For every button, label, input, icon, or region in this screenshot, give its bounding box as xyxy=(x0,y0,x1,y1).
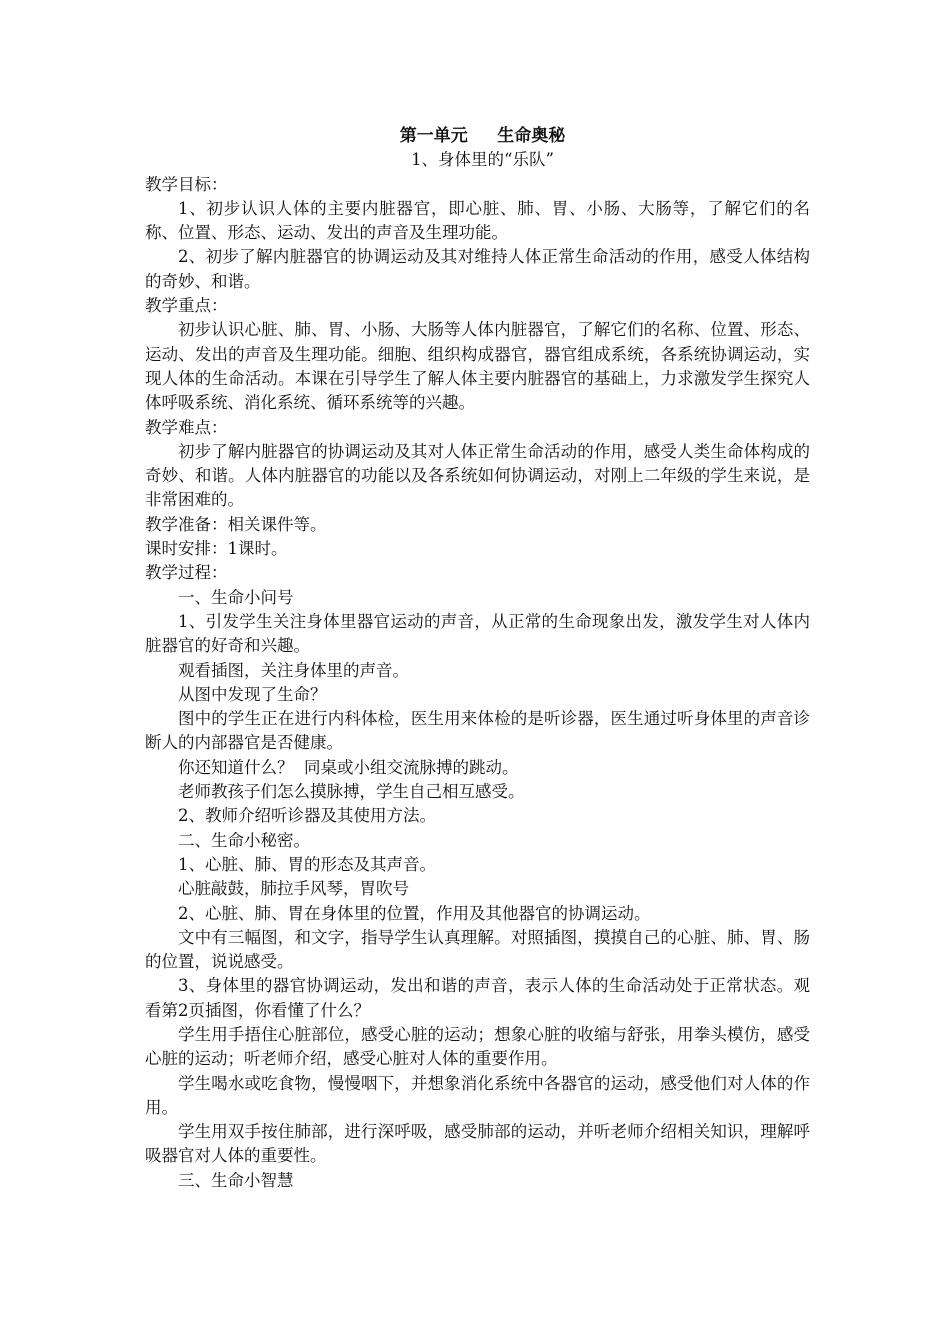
process-item: 一、生命小问号 xyxy=(178,587,294,607)
unit-title: 第一单元 生命奥秘 xyxy=(399,126,566,146)
process-item: 2、教师介绍听诊器及其使用方法。 xyxy=(178,806,436,826)
preparation-line: 教学准备：相关课件等。 xyxy=(145,514,327,534)
process-item: 学生用手捂住心脏部位，感受心脏的运动；想象心脏的收缩与舒张，用拳头模仿，感受心脏的运动；听老师介绍，感受心脏对人体的重要作用。 xyxy=(145,1024,810,1069)
difficulty-text: 初步了解内脏器官的协调运动及其对人体正常生命活动的作用，感受人类生命体构成的奇妙、和谐。人体内脏器官的功能以及各系统如何协调运动，对刚上二年级的学生来说，是非常困难的。 xyxy=(145,441,810,510)
goal-item: 1、初步认识人体的主要内脏器官，即心脏、肺、胃、小肠、大肠等，了解它们的名称、位置、形态、运动、发出的声音及生理功能。 xyxy=(145,198,810,243)
process-item: 老师教孩子们怎么摸脉搏，学生自己相互感受。 xyxy=(178,782,525,802)
schedule-line: 课时安排：1课时。 xyxy=(145,539,288,559)
process-item: 三、生命小智慧 xyxy=(178,1170,294,1190)
process-heading: 教学过程： xyxy=(145,563,228,583)
key-points-heading: 教学重点： xyxy=(145,296,228,316)
key-points-text: 初步认识心脏、肺、胃、小肠、大肠等人体内脏器官，了解它们的名称、位置、形态、运动、发出的声音及生理功能。细胞、组织构成器官，器官组成系统，各系统协调运动，实现人体的生命活动。本课在引导学生了解人体主要内脏器官的基础上，力求激发学生探究人体呼吸系统、消化系统、循环系统等的兴趣。 xyxy=(145,320,810,413)
process-item: 1、引发学生关注身体里器官运动的声音，从正常的生命现象出发，激发学生对人体内脏器官的好奇和兴趣。 xyxy=(145,611,810,656)
document-body xyxy=(145,124,810,1193)
process-item: 3、身体里的器官协调运动，发出和谐的声音，表示人体的生命活动处于正常状态。观看第2页插图，你看懂了什么？ xyxy=(145,976,810,1020)
lesson-title: 1、身体里的“乐队” xyxy=(411,150,554,170)
difficulty-heading: 教学难点： xyxy=(145,417,228,437)
process-item: 你还知道什么？ 同桌或小组交流脉搏的跳动。 xyxy=(178,757,519,777)
goals-heading: 教学目标： xyxy=(145,174,228,194)
process-item: 1、心脏、肺、胃的形态及其声音。 xyxy=(178,854,436,874)
process-item: 学生用双手按住肺部，进行深呼吸，感受肺部的运动，并听老师介绍相关知识，理解呼吸器官对人体的重要性。 xyxy=(145,1122,810,1166)
process-item: 2、心脏、肺、胃在身体里的位置，作用及其他器官的协调运动。 xyxy=(178,903,651,923)
process-item: 心脏敲鼓，肺拉手风琴，胃吹号 xyxy=(178,879,409,899)
process-item: 从图中发现了生命？ xyxy=(178,684,327,704)
process-item: 图中的学生正在进行内科体检，医生用来体检的是听诊器，医生通过听身体里的声音诊断人的内部器官是否健康。 xyxy=(145,709,810,753)
process-item: 二、生命小秘密。 xyxy=(178,830,310,850)
process-item: 观看插图，关注身体里的声音。 xyxy=(178,660,409,680)
process-item: 学生喝水或吃食物，慢慢咽下，并想象消化系统中各器官的运动，感受他们对人体的作用。 xyxy=(145,1073,810,1117)
process-item: 文中有三幅图，和文字，指导学生认真理解。对照插图，摸摸自己的心脏、肺、胃、肠的位置，说说感受。 xyxy=(145,927,810,972)
goal-item: 2、初步了解内脏器官的协调运动及其对维持人体正常生命活动的作用，感受人体结构的奇妙、和谐。 xyxy=(145,247,810,291)
